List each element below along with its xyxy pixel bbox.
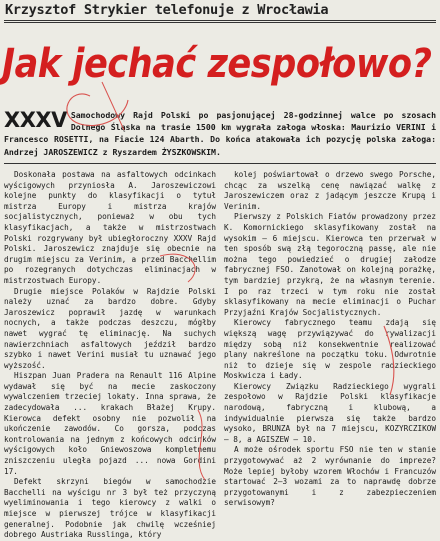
right-paragraph: A może ośrodek sportu FSO nie ten w stanie przygotowywać aż 2 wyrównanie do impreze? Może lepiej byłoby wzorem Włochów i Francuzów startować 2—3 wozami za to naprawdę dobrze przygotowanymi i z zabezpieczeniem serwisowym?	[224, 445, 436, 508]
headline: Jak jechać zespołowo?	[2, 41, 432, 87]
right-paragraph: Kierowcy Związku Radzieckiego wygrali zespołowo w Rajdzie Polski klasyfikacje narodową, fabryczną i klubową, a indywidualnie pierwsza się także bardzo wysoko, BRUNZA był na 7 miejscu, KOZYRCZIKOW — 8, a AGISZEW — 10.	[224, 381, 436, 444]
right-paragraph: Kierowcy fabrycznego teamu zdają się większą wagę przywiązywać do rywalizacji między sobą niż konsekwentnie realizować plany nakreślone na początku toku. Odwrotnie niż to dzieje się w zespole radzieckiego Moskwicza i Łady.	[224, 318, 436, 381]
right-paragraph: Pierwszy z Polskich Fiatów prowadzony przez K. Komornickiego sklasyfikowany został na wysokim — 6 miejscu. Kierowca ten przerwał w ten sposób swą złą tegoroczną passę, ale nie można tego powiedzieć o drugiej załodze fabrycznej FSO. Zanotował on kolejną porażkę, tym bardziej przykrą, że na własnym terenie. I po raz trzeci w tym roku nie został sklasyfikowany na mecie eliminacji o Puchar Przyjaźni Krajów Socjalistycznych.	[224, 212, 436, 317]
left-paragraph: Doskonała postawa na asfaltowych odcinkach wyścigowych przyniosła A. Jaroszewiczowi kolejne punkty do klasyfikacji o tytuł mistrza Europy i mistrza krajów socjalistycznych, ponieważ w obu tych klasyfikacjach, a także w mistrzostwach Polski rozgrywany był ubiegłoroczny XXXV Rajd Polski. Jaroszewicz znajduje się obecnie na drugim miejscu za Verinim, a przed Bacchellim po rozegranych dotychczas eliminacjach w mistrzostwach Europy.	[4, 170, 216, 285]
lead-text: Samochodowy Rajd Polski po pasjonującej 28-godzinnej walce po szosach Dolnego Śląska na trasie 1500 km wygrała załoga włoska: Maurizio VERINI i Francesco ROSETTI, na Fiacie 124 Abarth. Do końca atakowała ich pozycję polska załoga: Andrzej JAROSZEWICZ z Ryszardem ŻYSZKOWSKIM.	[4, 110, 436, 157]
top-rule-double	[4, 22, 436, 23]
right-paragraph: kolej poświartował o drzewo swego Porsche, chcąc za wszelką cenę nawiązać walkę z Jaroszewiczem oraz z jadącym jeszcze Krupą i Verinim.	[224, 170, 436, 211]
lead-paragraph	[4, 109, 436, 158]
lead-rule	[4, 163, 436, 164]
right-column	[224, 170, 436, 522]
left-paragraph: Drugie miejsce Polaków w Rajdzie Polski należy uznać za bardzo dobre. Gdyby Jaroszewicz poprawił jazdę w warunkach nocnych, a także podczas deszczu, mógłby nawet wygrać tę eliminację. Na suchych nawierzchniach asfaltowych jeździł bardzo szybko i nawet Verini musiał tu uznawać jego wyższość.	[4, 286, 216, 370]
lead-dropcap: XXXV	[4, 108, 67, 132]
left-column	[4, 170, 216, 540]
kicker-line: Krzysztof Strykier telefonuje z Wrocławia	[5, 2, 329, 18]
left-paragraph: Hiszpan Juan Pradera na Renault 116 Alpine wydawał się być na mecie zaskoczony wywalczeniem trzeciej lokaty. Inna sprawa, że zadecydowała ... krakach Błażej Krupy. Kierowca defekt osobny nie pozwolił na ukończenie zawodów. Co gorsza, podczas kontrolowania na jednym z końcowych odcinków wyścigowych koło Gniewoszowa kompletnemu zniszczeniu uległa pojazd ... nowa Gordini 17.	[4, 371, 216, 476]
left-paragraph: Defekt skrzyni biegów w samochodzie Bacchelli na wyścigu nr 3 był też przyczyną wyeliminowania i tego kierowcy z walki o miejsce w pierwszej trójce w klasyfikacji generalnej. Podobnie jak chwilę wcześniej dobrego Austriaka Russlinga, który	[4, 477, 216, 540]
top-rule	[4, 20, 436, 21]
